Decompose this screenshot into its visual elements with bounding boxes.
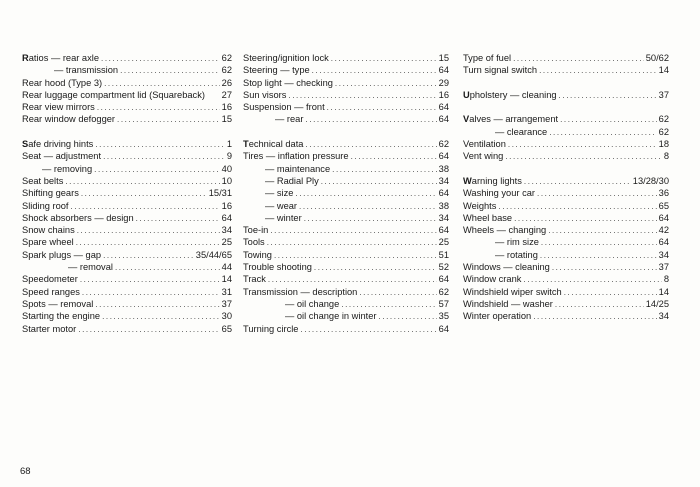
index-entry-label: Seat — adjustment: [22, 151, 102, 162]
leader-dots: [524, 176, 631, 188]
index-entry-page: 25: [438, 237, 449, 248]
index-entry: [463, 236, 669, 248]
index-entry-label: — oil change: [285, 298, 340, 309]
index-entry-page: 65: [221, 323, 232, 334]
leader-dots: [77, 225, 220, 237]
index-entry: [463, 64, 669, 76]
index-entry-label: Safe driving hints: [22, 139, 94, 150]
index-entry: [22, 273, 232, 285]
index-entry: [463, 150, 669, 162]
index-entry: [463, 212, 669, 224]
index-entry: [463, 187, 669, 199]
index-entry-label: Rear hood (Type 3): [22, 77, 103, 88]
index-entry-label: Wheel base: [463, 212, 513, 223]
index-entry-page: 62: [658, 126, 669, 137]
index-entry-page: 64: [438, 151, 449, 162]
index-entry-label: Windshield — washer: [463, 298, 553, 309]
index-entry-page: 31: [221, 286, 232, 297]
index-entry-page: 37: [658, 262, 669, 273]
index-entry: [243, 286, 449, 298]
index-entry: [463, 126, 669, 138]
index-entry: [243, 64, 449, 76]
leader-dots: [102, 311, 220, 323]
leader-dots: [505, 151, 662, 163]
index-entry-label: Rear luggage compartment lid (Squareback): [22, 89, 205, 100]
index-entry-label: — rear: [275, 114, 304, 125]
leader-dots: [95, 139, 225, 151]
leader-dots: [267, 237, 437, 249]
leader-dots: [299, 201, 437, 213]
index-entry-label: Weights: [463, 200, 497, 211]
index-entry-label: — maintenance: [265, 163, 331, 174]
index-entry-page: 62: [221, 65, 232, 76]
index-entry-label: Starting the engine: [22, 311, 101, 322]
index-entry-label: Ratios — rear axle: [22, 53, 99, 63]
index-entry-label: Speedometer: [22, 274, 78, 285]
index-entry-label: Valves — arrangement: [463, 114, 559, 125]
index-entry-page: 15: [221, 114, 232, 125]
leader-dots: [327, 102, 437, 114]
index-entry-label: — removing: [42, 163, 93, 174]
index-entry-page: 62: [438, 286, 449, 297]
index-entry: [463, 286, 669, 298]
index-entry: [243, 200, 449, 212]
index-entry-page: 38: [438, 200, 449, 211]
leader-dots: [321, 176, 437, 188]
index-entry: [22, 138, 232, 150]
index-entry-label: Vent wing: [463, 151, 504, 162]
leader-dots: [78, 324, 219, 336]
index-entry: [463, 200, 669, 212]
index-entry-page: 14: [221, 274, 232, 285]
index-entry-label: Stop light — checking: [243, 77, 333, 88]
index-entry-page: 18: [658, 139, 669, 150]
index-entry: [22, 249, 232, 261]
index-entry-page: 25: [221, 237, 232, 248]
index-entry-page: 13/28/30: [632, 175, 669, 186]
index-entry-page: 50/62: [645, 53, 669, 63]
leader-dots: [65, 176, 219, 188]
leader-dots: [136, 213, 220, 225]
leader-dots: [117, 114, 220, 126]
leader-dots: [103, 250, 194, 262]
index-entry-page: 36: [658, 188, 669, 199]
index-entry-page: 57: [438, 298, 449, 309]
index-entry-label: Type of fuel: [463, 53, 512, 63]
index-entry-label: — oil change in winter: [285, 311, 377, 322]
index-entry-label: Windshield wiper switch: [463, 286, 562, 297]
leader-dots: [304, 213, 437, 225]
index-entry-page: 38: [438, 163, 449, 174]
leader-dots: [351, 151, 437, 163]
index-entry-page: 16: [221, 102, 232, 113]
leader-dots: [533, 311, 656, 323]
leader-dots: [94, 164, 220, 176]
index-entry-label: Steering — type: [243, 65, 310, 76]
index-entry-label: Window crank: [463, 274, 522, 285]
leader-dots: [295, 188, 436, 200]
page-number: 68: [20, 466, 31, 477]
index-entry-page: 16: [438, 89, 449, 100]
index-entry-page: 8: [663, 151, 669, 162]
leader-dots: [548, 225, 656, 237]
index-entry-page: 64: [438, 65, 449, 76]
index-entry-label: — winter: [265, 212, 302, 223]
index-entry: [22, 286, 232, 298]
index-entry: [463, 138, 669, 150]
index-entry: [22, 298, 232, 310]
index-entry-label: Starter motor: [22, 323, 77, 334]
index-entry-page: 34: [658, 249, 669, 260]
index-entry-page: 27: [221, 89, 232, 100]
index-entry-label: Warning lights: [463, 175, 522, 186]
index-column-2: [243, 52, 449, 335]
leader-dots: [378, 311, 436, 323]
index-entry-page: 14: [658, 65, 669, 76]
index-entry-label: — removal: [68, 262, 113, 273]
index-entry-page: 42: [658, 225, 669, 236]
index-entry-label: — transmission: [54, 65, 119, 76]
index-entry-page: 62: [658, 114, 669, 125]
index-entry-label: Technical data: [243, 139, 304, 150]
index-entry-page: 15/31: [208, 188, 232, 199]
index-entry-label: Winter operation: [463, 311, 532, 322]
leader-dots: [539, 65, 657, 77]
index-entry: [463, 113, 669, 125]
index-entry-page: 64: [438, 114, 449, 125]
leader-dots: [103, 151, 225, 163]
leader-dots: [508, 139, 657, 151]
leader-dots: [555, 299, 644, 311]
leader-dots: [537, 188, 657, 200]
index-entry-label: — wear: [265, 200, 298, 211]
leader-dots: [95, 299, 219, 311]
index-entry-label: Spark plugs — gap: [22, 249, 102, 260]
leader-dots: [81, 188, 207, 200]
index-entry-label: Washing your car: [463, 188, 535, 199]
index-entry-page: 35: [438, 311, 449, 322]
leader-dots: [559, 90, 657, 102]
index-entry: [22, 150, 232, 162]
leader-dots: [332, 164, 437, 176]
leader-dots: [560, 114, 657, 126]
index-entry: [22, 77, 232, 89]
index-entry-page: 34: [658, 311, 669, 322]
index-entry: [22, 52, 232, 64]
index-column-3: [463, 52, 669, 323]
index-entry-label: Shifting gears: [22, 188, 79, 199]
leader-dots: [120, 65, 220, 77]
index-entry-label: Toe-in: [243, 225, 269, 236]
index-entry-label: Spots — removal: [22, 298, 94, 309]
leader-dots: [270, 225, 436, 237]
index-entry-label: Rear view mirrors: [22, 102, 95, 113]
index-entry-label: Tools: [243, 237, 265, 248]
leader-dots: [101, 53, 220, 65]
index-entry: [243, 261, 449, 273]
index-entry: [463, 273, 669, 285]
index-entry: [243, 273, 449, 285]
index-entry-page: 65: [658, 200, 669, 211]
index-entry: [22, 236, 232, 248]
index-entry-label: — size: [265, 188, 294, 199]
index-entry-page: 34: [438, 175, 449, 186]
index-entry-page: 64: [438, 274, 449, 285]
index-entry-page: 64: [438, 188, 449, 199]
leader-dots: [314, 262, 437, 274]
index-entry-page: 16: [221, 200, 232, 211]
index-entry-label: — Radial Ply: [265, 175, 319, 186]
leader-dots: [331, 53, 437, 65]
index-entry-page: 64: [658, 237, 669, 248]
index-entry: [463, 310, 669, 322]
index-entry-label: Suspension — front: [243, 102, 325, 113]
index-entry: [243, 224, 449, 236]
index-entry-label: Turning circle: [243, 323, 299, 334]
index-entry-page: 37: [221, 298, 232, 309]
index-entry-label: — rotating: [495, 249, 538, 260]
index-entry: [463, 224, 669, 236]
index-entry-label: Shock absorbers — design: [22, 212, 134, 223]
index-entry: [243, 89, 449, 101]
index-entry: [22, 187, 232, 199]
leader-dots: [549, 127, 656, 139]
index-entry-page: 51: [438, 249, 449, 260]
index-entry-label: Wheels — changing: [463, 225, 547, 236]
leader-dots: [300, 324, 436, 336]
leader-dots: [359, 287, 436, 299]
index-entry: [243, 323, 449, 335]
index-entry: [243, 138, 449, 150]
index-entry-page: 62: [438, 139, 449, 150]
index-entry-label: Windows — cleaning: [463, 262, 550, 273]
index-entry-page: 40: [221, 163, 232, 174]
index-entry-page: 62: [221, 53, 232, 63]
index-entry: [22, 212, 232, 224]
index-entry-label: Steering/ignition lock: [243, 53, 329, 63]
index-entry-page: 37: [658, 89, 669, 100]
index-entry: [243, 52, 449, 64]
index-entry: [243, 101, 449, 113]
leader-dots: [115, 262, 220, 274]
index-entry-label: Rear window defogger: [22, 114, 116, 125]
index-entry-label: Towing: [243, 249, 272, 260]
index-entry-page: 10: [221, 175, 232, 186]
leader-dots: [552, 262, 657, 274]
index-entry: [243, 150, 449, 162]
leader-dots: [498, 201, 656, 213]
index-entry-label: Track: [243, 274, 266, 285]
index-entry-page: 30: [221, 311, 232, 322]
index-entry-label: Transmission — description: [243, 286, 358, 297]
index-entry: [22, 224, 232, 236]
index-entry: [22, 323, 232, 335]
index-entry: [22, 101, 232, 113]
index-entry-page: 9: [226, 151, 232, 162]
index-entry: [22, 89, 232, 101]
index-entry: [243, 77, 449, 89]
index-entry-page: 64: [438, 225, 449, 236]
index-entry-page: 1: [226, 139, 232, 150]
leader-dots: [305, 114, 436, 126]
leader-dots: [541, 237, 657, 249]
index-entry: [463, 175, 669, 187]
index-entry-label: Spare wheel: [22, 237, 74, 248]
index-entry: [22, 163, 232, 175]
index-entry: [22, 261, 232, 273]
index-entry-label: — rim size: [495, 237, 539, 248]
index-entry-page: 14: [658, 286, 669, 297]
index-entry: [22, 64, 232, 76]
index-entry: [463, 89, 669, 101]
index-entry: [463, 249, 669, 261]
index-entry: [243, 310, 449, 322]
index-entry-page: 34: [221, 225, 232, 236]
index-entry-label: Trouble shooting: [243, 262, 312, 273]
index-entry: [243, 249, 449, 261]
index-entry: [243, 175, 449, 187]
index-entry-label: Ventilation: [463, 139, 506, 150]
index-entry-page: 15: [438, 53, 449, 63]
index-entry: [463, 298, 669, 310]
index-entry: [463, 261, 669, 273]
index-entry: [243, 163, 449, 175]
index-entry-page: 44: [221, 262, 232, 273]
index-entry-label: Sun visors: [243, 89, 287, 100]
index-entry: [243, 187, 449, 199]
index-entry-page: 64: [221, 212, 232, 223]
index-entry-page: 29: [438, 77, 449, 88]
index-entry-label: Seat belts: [22, 175, 64, 186]
index-entry-label: Upholstery — cleaning: [463, 89, 557, 100]
index-entry: [243, 298, 449, 310]
index-entry: [22, 310, 232, 322]
index-entry-page: 34: [438, 212, 449, 223]
leader-dots: [564, 287, 657, 299]
index-entry: [243, 113, 449, 125]
index-entry: [22, 113, 232, 125]
index-entry: [243, 212, 449, 224]
index-entry-page: 35/44/65: [195, 249, 232, 260]
leader-dots: [97, 102, 220, 114]
index-entry-page: 64: [438, 323, 449, 334]
index-entry: [463, 52, 669, 64]
index-entry: [22, 175, 232, 187]
index-column-1: [22, 52, 232, 335]
index-entry-label: Snow chains: [22, 225, 75, 236]
index-entry-page: 64: [658, 212, 669, 223]
index-entry: [243, 236, 449, 248]
index-entry-label: — clearance: [495, 126, 548, 137]
index-entry-label: Sliding roof: [22, 200, 69, 211]
index-entry-label: Speed ranges: [22, 286, 80, 297]
index-entry-page: 8: [663, 274, 669, 285]
index-entry-page: 52: [438, 262, 449, 273]
leader-dots: [80, 274, 220, 286]
index-entry: [22, 200, 232, 212]
index-entry-page: 64: [438, 102, 449, 113]
index-entry-label: Tires — inflation pressure: [243, 151, 349, 162]
leader-dots: [335, 78, 437, 90]
index-entry-label: Turn signal switch: [463, 65, 538, 76]
leader-dots: [540, 250, 657, 262]
leader-dots: [82, 287, 220, 299]
index-entry-page: 14/25: [645, 298, 669, 309]
index-entry-page: 26: [221, 77, 232, 88]
